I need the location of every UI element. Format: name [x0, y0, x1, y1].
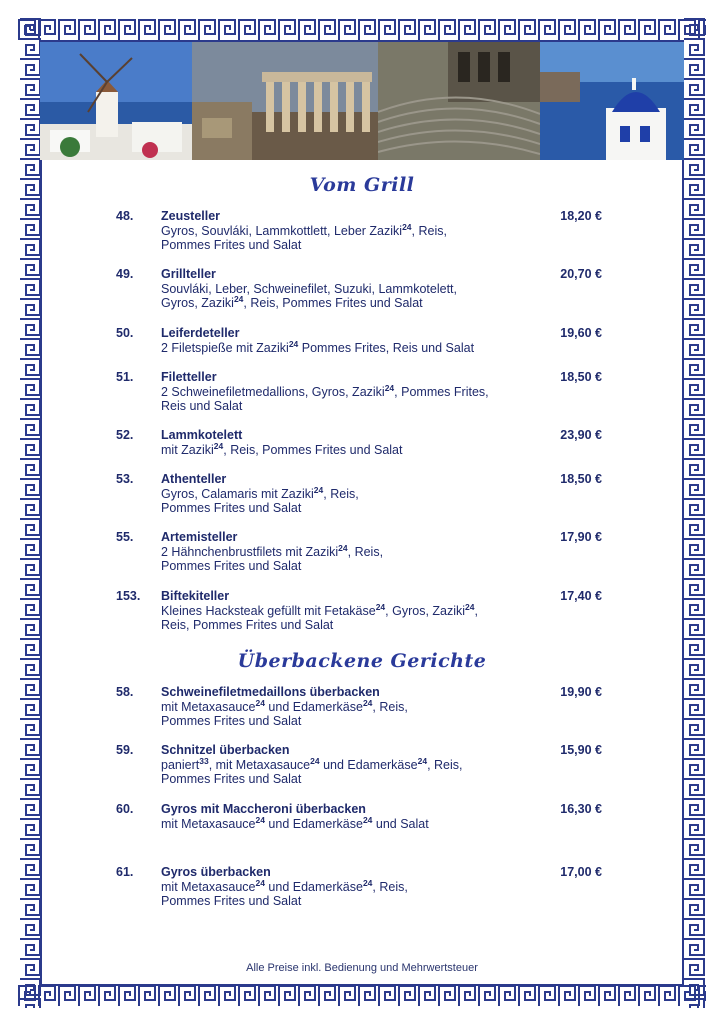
item-price: 17,90 €: [560, 530, 602, 544]
description-line: [161, 338, 546, 356]
description-text: Gyros, Calamaris mit Zaziki: [161, 486, 314, 501]
description-text: Pommes Frites, Reis und Salat: [298, 340, 475, 355]
description-line: [161, 618, 546, 633]
item-number: 59.: [116, 743, 134, 757]
description-text: und Salat: [372, 816, 429, 831]
description-text: Gyros, Souvláki, Lammkottlett, Leber Zaziki: [161, 223, 403, 238]
temple-ruins-photo: [192, 42, 378, 160]
greek-key-border-bottom: [18, 984, 706, 1008]
description-line: [161, 542, 546, 560]
greek-key-border-left: [18, 18, 42, 1008]
description-text: und Edamerkäse: [319, 757, 418, 772]
item-description: [161, 601, 546, 633]
description-text: Gyros, Zaziki: [161, 296, 234, 310]
description-text: Pommes Frites und Salat: [161, 772, 302, 786]
description-text: , Reis,: [347, 544, 384, 559]
description-text: und Edamerkäse: [264, 879, 363, 894]
item-number: 153.: [116, 589, 141, 603]
item-number: 49.: [116, 267, 134, 281]
item-description: [161, 755, 546, 787]
description-text: Kleines Hacksteak gefüllt mit Fetakäse: [161, 603, 376, 618]
description-text: ,: [474, 603, 478, 618]
description-text: 2 Hähnchenbrustfilets mit Zaziki: [161, 544, 339, 559]
description-text: Souvláki, Leber, Schweinefilet, Suzuki, Lammkotelett,: [161, 281, 457, 296]
item-description: [161, 221, 546, 253]
description-text: , Reis,: [372, 879, 408, 894]
description-text: , Reis, Pommes Frites und Salat: [223, 442, 403, 457]
item-price: 18,20 €: [560, 209, 602, 223]
item-number: 50.: [116, 326, 134, 340]
allergen-code: 24: [310, 755, 320, 766]
description-line: [161, 282, 546, 297]
description-text: , Reis,: [427, 757, 463, 772]
item-name: Artemisteller: [161, 530, 238, 544]
item-name: Leiferdeteller: [161, 326, 240, 340]
item-name: Schweinefiletmedaillons überbacken: [161, 685, 380, 699]
allergen-code: 33: [199, 755, 209, 766]
description-line: [161, 877, 546, 895]
allergen-code: 24: [338, 542, 348, 553]
description-text: , Reis,: [411, 223, 447, 238]
description-line: [161, 484, 546, 502]
item-price: 20,70 €: [560, 267, 602, 281]
description-line: [161, 238, 546, 253]
greek-key-border-right: [682, 18, 706, 1008]
windmill-photo: [40, 42, 192, 160]
description-text: mit Metaxasauce: [161, 816, 256, 831]
section-title-baked: Überbackene Gerichte: [237, 650, 487, 672]
description-line: [161, 501, 546, 516]
description-text: , Reis, Pommes Frites und Salat: [243, 296, 423, 310]
description-text: und Edamerkäse: [264, 699, 363, 714]
description-text: und Edamerkäse: [264, 816, 363, 831]
item-price: 19,60 €: [560, 326, 602, 340]
item-description: [161, 382, 546, 414]
greek-key-border-top: [18, 18, 706, 42]
item-price: 17,40 €: [560, 589, 602, 603]
description-line: [161, 697, 546, 715]
description-text: , Gyros, Zaziki: [385, 603, 466, 618]
description-text: Pommes Frites und Salat: [161, 714, 302, 728]
description-text: Pommes Frites und Salat: [161, 559, 302, 573]
allergen-code: 24: [362, 697, 373, 708]
item-price: 16,30 €: [560, 802, 602, 816]
item-name: Gyros mit Maccheroni überbacken: [161, 802, 366, 816]
description-text: Pommes Frites und Salat: [161, 894, 302, 908]
description-line: [161, 382, 546, 400]
item-number: 61.: [116, 865, 134, 879]
description-text: 2 Schweinefiletmedallions, Gyros, Zaziki: [161, 384, 385, 399]
description-text: mit Metaxasauce: [161, 879, 256, 894]
description-text: , Reis,: [372, 699, 408, 714]
description-line: [161, 714, 546, 729]
item-name: Zeusteller: [161, 209, 221, 223]
item-number: 52.: [116, 428, 134, 442]
section-title-grill: Vom Grill: [309, 174, 415, 196]
allergen-code: 24: [362, 814, 373, 825]
item-description: [161, 697, 546, 729]
item-name: Lammkotelett: [161, 428, 243, 442]
allergen-code: 24: [465, 601, 475, 612]
description-line: [161, 221, 546, 239]
description-line: [161, 894, 546, 909]
item-number: 48.: [116, 209, 134, 223]
item-name: Biftekiteller: [161, 589, 230, 603]
allergen-code: 24: [255, 814, 265, 825]
description-line: [161, 559, 546, 574]
item-description: [161, 484, 546, 516]
description-line: [161, 772, 546, 787]
item-description: [161, 282, 546, 311]
item-price: 19,90 €: [560, 685, 602, 699]
allergen-code: 24: [288, 338, 299, 349]
description-line: [161, 755, 546, 773]
allergen-code: 24: [233, 293, 244, 304]
description-text: , Reis,: [323, 486, 359, 501]
item-description: [161, 814, 546, 832]
item-number: 60.: [116, 802, 134, 816]
description-text: Pommes Frites und Salat: [161, 238, 302, 252]
allergen-code: 24: [313, 484, 324, 495]
item-number: 58.: [116, 685, 134, 699]
item-name: Athenteller: [161, 472, 227, 486]
item-number: 55.: [116, 530, 134, 544]
description-line: [161, 440, 546, 458]
item-description: [161, 542, 546, 574]
item-description: [161, 877, 546, 909]
item-price: 18,50 €: [560, 370, 602, 384]
description-text: mit Zaziki: [161, 442, 214, 457]
allergen-code: 24: [362, 877, 373, 888]
santorini-dome-photo: [540, 42, 684, 160]
item-price: 15,90 €: [560, 743, 602, 757]
allergen-code: 24: [213, 440, 224, 451]
description-line: [161, 601, 546, 619]
item-name: Grillteller: [161, 267, 216, 281]
item-number: 53.: [116, 472, 134, 486]
item-name: Filetteller: [161, 370, 217, 384]
description-text: paniert: [161, 757, 200, 772]
allergen-code: 24: [255, 697, 265, 708]
description-text: 2 Filetspieße mit Zaziki: [161, 340, 289, 355]
description-line: [161, 399, 546, 414]
item-name: Gyros überbacken: [161, 865, 271, 879]
amphitheater-photo: [378, 42, 540, 160]
item-price: 17,00 €: [560, 865, 602, 879]
description-line: [161, 814, 546, 832]
allergen-code: 24: [375, 601, 386, 612]
item-description: [161, 440, 546, 458]
price-footnote: Alle Preise inkl. Bedienung und Mehrwertsteuer: [246, 962, 478, 974]
item-description: [161, 338, 546, 356]
description-text: mit Metaxasauce: [161, 699, 256, 714]
allergen-code: 24: [402, 221, 412, 232]
photo-banner: [40, 42, 684, 160]
item-name: Schnitzel überbacken: [161, 743, 290, 757]
item-price: 18,50 €: [560, 472, 602, 486]
allergen-code: 24: [417, 755, 428, 766]
allergen-code: 24: [255, 877, 265, 888]
description-text: Reis und Salat: [161, 399, 243, 413]
description-text: Pommes Frites und Salat: [161, 501, 302, 515]
description-text: , Pommes Frites,: [394, 384, 489, 399]
description-text: Reis, Pommes Frites und Salat: [161, 618, 334, 632]
description-text: , mit Metaxasauce: [208, 757, 311, 772]
description-line: [161, 293, 546, 311]
item-number: 51.: [116, 370, 134, 384]
allergen-code: 24: [384, 382, 395, 393]
item-price: 23,90 €: [560, 428, 602, 442]
